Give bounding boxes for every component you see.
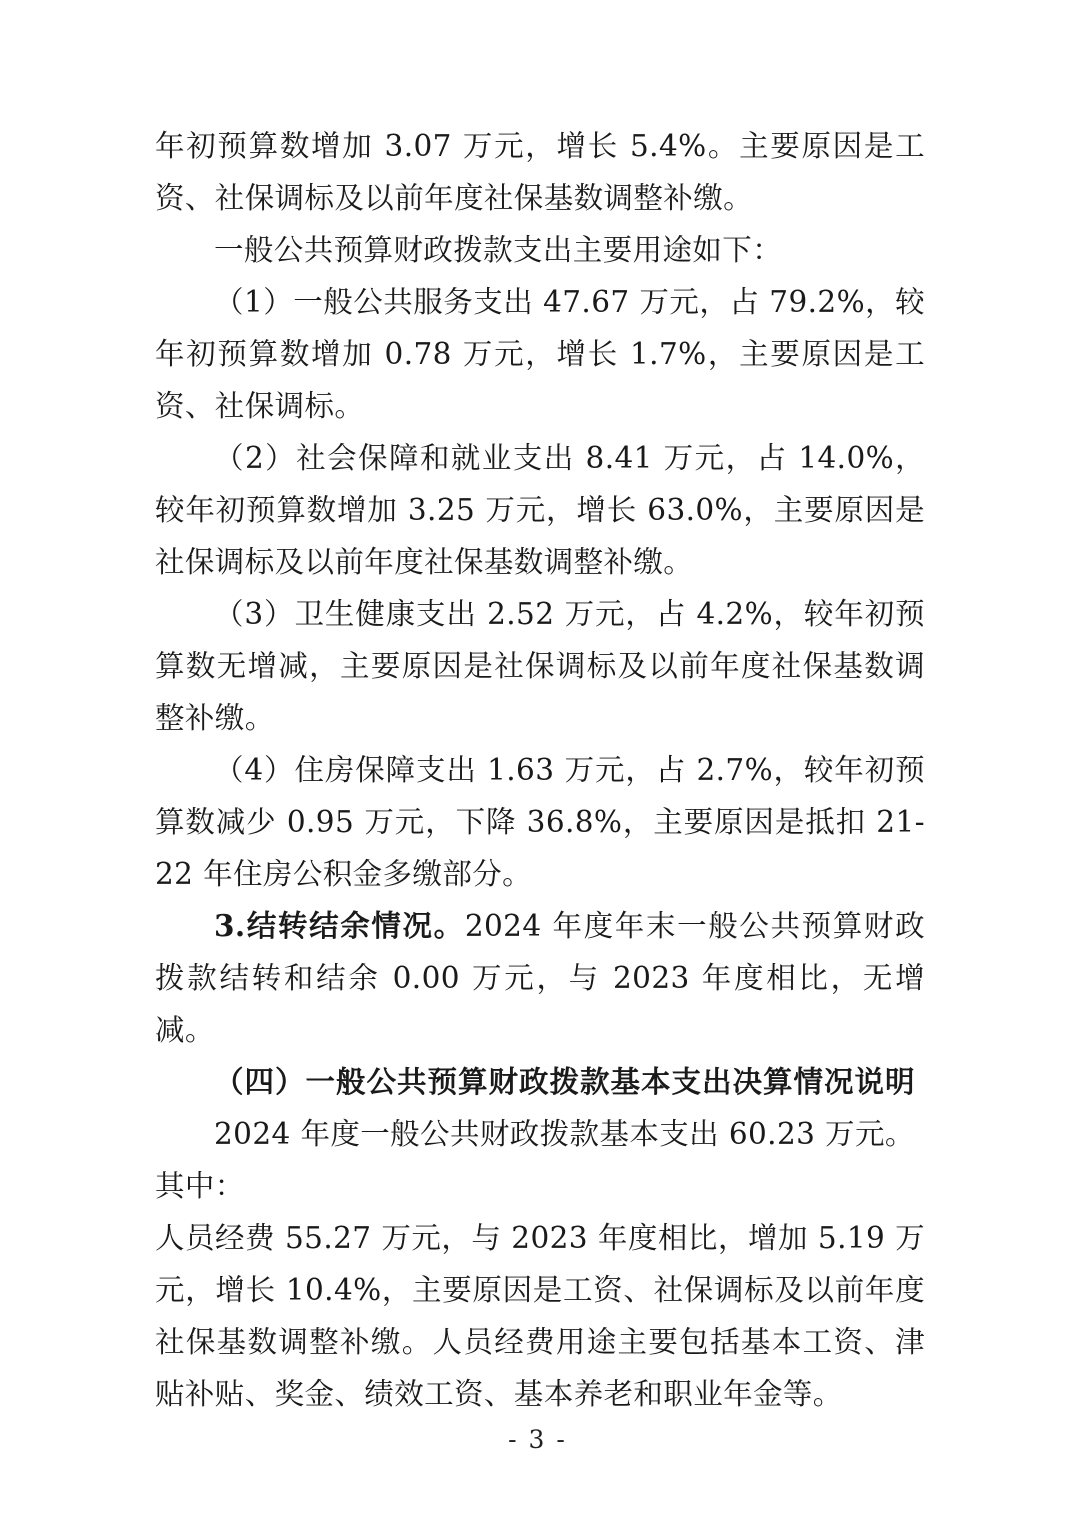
paragraph-usage-intro: 一般公共预算财政拨款支出主要用途如下： — [214, 233, 783, 267]
section-four-heading: （四）一般公共预算财政拨款基本支出决算情况说明 — [214, 1064, 916, 1099]
paragraph-item-1: （1）一般公共服务支出 47.67 万元，占 79.2%，较年初预算数增加 0.78 万元，增长 1.7%，主要原因是工资、社保调标。 — [155, 285, 925, 423]
paragraph-carryover — [155, 900, 925, 1056]
paragraph-item-3: （3）卫生健康支出 2.52 万元，占 4.2%，较年初预算数无增减，主要原因是社保调标及以前年度社保基数调整补缴。 — [155, 597, 925, 735]
document-body — [155, 120, 925, 1420]
paragraph-item-2: （2）社会保障和就业支出 8.41 万元，占 14.0%，较年初预算数增加 3.25 万元，增长 63.0%，主要原因是社保调标及以前年度社保基数调整补缴。 — [155, 441, 925, 579]
paragraph-basic-expenditure: 2024 年度一般公共财政拨款基本支出 60.23 万元。 — [214, 1117, 915, 1151]
paragraph-opening: 年初预算数增加 3.07 万元，增长 5.4%。主要原因是工资、社保调标及以前年度社保基数调整补缴。 — [155, 129, 925, 215]
paragraph-personnel-cost: 人员经费 55.27 万元，与 2023 年度相比，增加 5.19 万元，增长 10.4%，主要原因是工资、社保调标及以前年度社保基数调整补缴。人员经费用途主要包括基本工资、津贴补贴、奖金、绩效工资、基本养老和职业年金等。 — [155, 1221, 925, 1411]
paragraph-among-which: 其中： — [155, 1169, 245, 1203]
carryover-heading-label: 3.结转结余情况。 — [214, 908, 465, 943]
page-number: - 3 - — [508, 1425, 567, 1454]
paragraph-item-4: （4）住房保障支出 1.63 万元，占 2.7%，较年初预算数减少 0.95 万元，下降 36.8%，主要原因是抵扣 21-22 年住房公积金多缴部分。 — [155, 753, 925, 891]
carryover-heading-rest: 2024 年度年末一般公共预算财政拨款结转和结余 0.00 万元，与 2023 年度相比，无增减。 — [155, 909, 925, 1047]
